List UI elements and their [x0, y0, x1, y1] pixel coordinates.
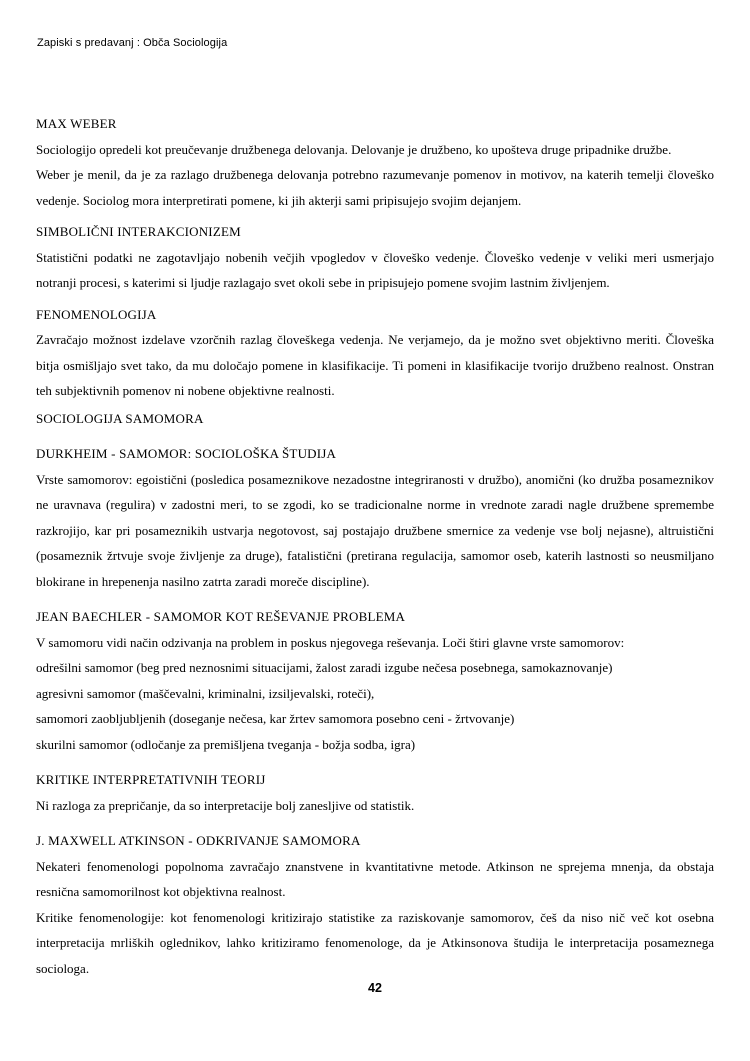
paragraph: Kritike fenomenologije: kot fenomenologi kritizirajo statistike za raziskovanje samomorov, češ da niso nič več kot osebna interpretacija mrliških oglednikov, lahko kritiziramo fenomenologe, da je Atkinsonova študija le interpretacija posameznega sociologa.: [36, 909, 714, 976]
paragraph: V samomoru vidi način odzivanja na problem in poskus njegovega reševanja. Loči štiri glavne vrste samomorov:: [36, 634, 625, 650]
heading-kritike-interpretativnih-teorij: KRITIKE INTERPRETATIVNIH TEORIJ: [36, 772, 266, 787]
list-line: skurilni samomor (odločanje za premišljena tveganja - božja sodba, igra): [36, 736, 416, 752]
section-durkheim: [36, 441, 714, 594]
heading-durkheim: DURKHEIM - SAMOMOR: SOCIOLOŠKA ŠTUDIJA: [36, 446, 337, 461]
document-content: [36, 111, 714, 981]
page-number: 42: [368, 981, 382, 995]
section-sociologija-samomora: [36, 406, 714, 432]
heading-j-maxwell-atkinson: J. MAXWELL ATKINSON - ODKRIVANJE SAMOMORA: [36, 833, 361, 848]
section-kritike-interpretativnih-teorij: [36, 767, 714, 818]
paragraph: Statistični podatki ne zagotavljajo nobenih večjih vpogledov v človeško vedenje. Človeško vedenje v veliki meri usmerjajo notranji procesi, s katerimi si ljudje razlagajo svet okoli sebe in pripisujejo pomene svojim lastnim življenjem.: [36, 249, 714, 290]
section-jean-baechler: [36, 604, 714, 757]
list-line: odrešilni samomor (beg pred neznosnimi situacijami, žalost zaradi izgube nečesa posebnega, samokaznovanje): [36, 660, 613, 675]
section-fenomenologija: [36, 302, 714, 404]
section-simbolicni-interakcionizem: [36, 219, 714, 296]
paragraph: Sociologijo opredeli kot preučevanje družbenega delovanja. Delovanje je družbeno, ko upošteva druge pripadnike družbe.: [36, 141, 672, 157]
running-header: Zapiski s predavanj : Obča Sociologija: [37, 37, 228, 49]
heading-sociologija-samomora: SOCIOLOGIJA SAMOMORA: [36, 410, 204, 426]
heading-max-weber: MAX WEBER: [36, 116, 117, 131]
list-line: samomori zaobljubljenih (doseganje nečesa, kar žrtev samomora posebno ceni - žrtvovanje): [36, 711, 515, 726]
paragraph: Vrste samomorov: egoistični (posledica posameznikove nezadostne integriranosti v družbo), anomični (ko družba posameznikov ne uravnava (regulira) v zadostni meri, to se zgodi, ko se tradicionalne norme in vrednote zaradi nagle družbene spremembe razkrojijo, kar pri posameznikih ustvarja negotovost, saj postajajo družbene smernice za vedenje vse bolj nejasne), altruistični (posameznik žrtvuje svoje življenje za druge), fatalistični (pretirana regulacija, samomor oseb, katerih lastnosti so neusmiljano blokirane in hrepenenja nasilno zatrta zaradi moreče discipline).: [36, 471, 714, 589]
paragraph: Ni razloga za prepričanje, da so interpretacije bolj zanesljive od statistik.: [36, 797, 415, 813]
paragraph: Zavračajo možnost izdelave vzorčnih razlag človeškega vedenja. Ne verjamejo, da je možno svet objektivno meriti. Človeška bitja osmišljajo svet tako, da mu določajo pomene in klasifikacije. Ti pomeni in klasifikacije tvorijo družbeno realnost. Onstran teh subjektivnih pomenov ni nobene objektivne realnosti.: [36, 332, 714, 398]
heading-jean-baechler: JEAN BAECHLER - SAMOMOR KOT REŠEVANJE PROBLEMA: [36, 609, 406, 624]
heading-simbolicni-interakcionizem: SIMBOLIČNI INTERAKCIONIZEM: [36, 224, 241, 239]
section-j-maxwell-atkinson: [36, 828, 714, 981]
paragraph: Weber je menil, da je za razlago družbenega delovanja potrebno razumevanje pomenov in motivov, na katerih temelji človeško vedenje. Sociolog mora interpretirati pomene, ki jih akterji sami pripisujejo svojim dejanjem.: [36, 167, 714, 208]
heading-fenomenologija: FENOMENOLOGIJA: [36, 306, 157, 322]
paragraph: Nekateri fenomenologi popolnoma zavračajo znanstvene in kvantitativne metode. Atkinson ne sprejema mnenja, da obstaja resnična samomorilnost kot objektivna realnost.: [36, 858, 714, 899]
list-line: agresivni samomor (maščevalni, kriminalni, izsiljevalski, roteči),: [36, 685, 375, 701]
section-max-weber: [36, 111, 714, 213]
